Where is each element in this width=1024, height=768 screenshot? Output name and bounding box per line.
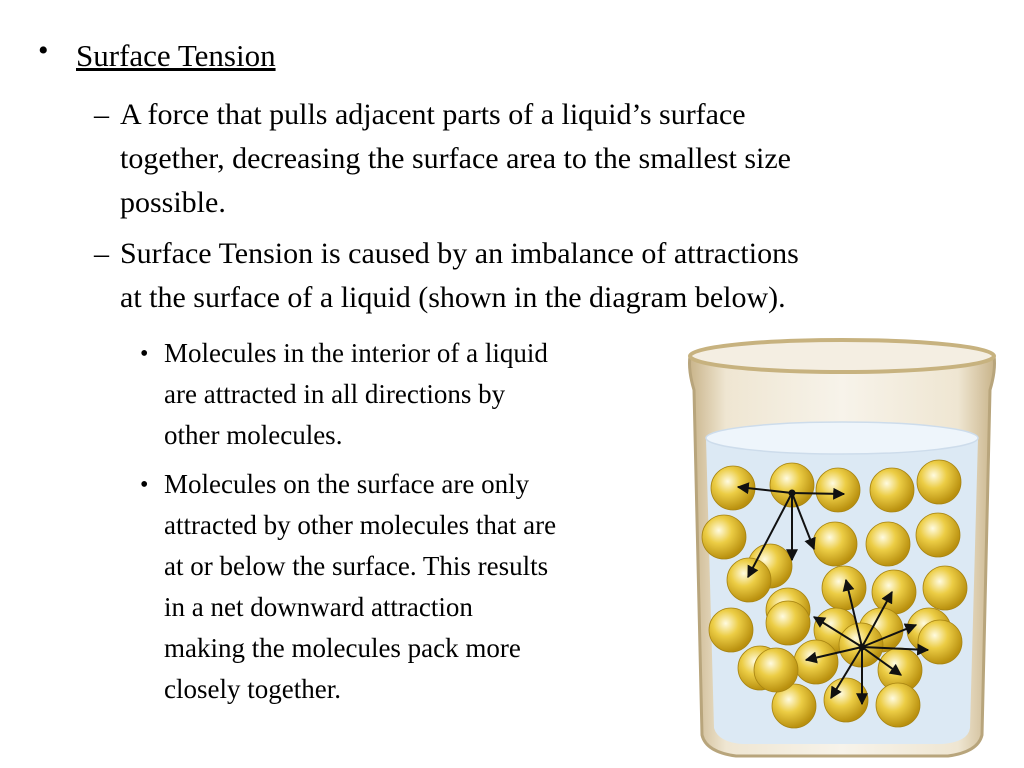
- dot-marker: •: [140, 472, 149, 498]
- text-line: A force that pulls adjacent parts of a liquid’s surface: [120, 98, 746, 131]
- bullet-marker: •: [38, 34, 49, 67]
- text-line: making the molecules pack more: [164, 633, 521, 663]
- molecule: [727, 558, 771, 602]
- text-line: attracted by other molecules that are: [164, 510, 557, 540]
- molecule: [872, 570, 916, 614]
- slide-heading: Surface Tension: [76, 38, 276, 73]
- molecule-center-dot: [789, 490, 796, 497]
- molecule: [709, 608, 753, 652]
- attraction-arrow: [792, 493, 844, 494]
- dot-marker: •: [140, 341, 149, 367]
- molecule: [794, 640, 838, 684]
- surface-text: [164, 464, 556, 710]
- molecule: [813, 522, 857, 566]
- molecule: [918, 620, 962, 664]
- text-line: other molecules.: [164, 420, 343, 450]
- text-line: possible.: [120, 186, 226, 219]
- molecule: [870, 468, 914, 512]
- text-line: at or below the surface. This results: [164, 551, 549, 581]
- text-line: together, decreasing the surface area to the smallest size: [120, 142, 791, 175]
- molecule-center-dot: [859, 644, 866, 651]
- text-line: Molecules in the interior of a liquid: [164, 338, 548, 368]
- interior-text: [164, 333, 548, 456]
- beaker-molecules-illustration: [676, 330, 1016, 760]
- molecule: [816, 468, 860, 512]
- molecule: [822, 566, 866, 610]
- dash-marker: –: [94, 98, 109, 131]
- definition-text: [120, 93, 970, 225]
- molecule: [876, 683, 920, 727]
- molecule: [923, 566, 967, 610]
- text-line: Molecules on the surface are only: [164, 469, 530, 499]
- text-line: in a net downward attraction: [164, 592, 473, 622]
- dash-marker: –: [94, 237, 109, 270]
- cause-text: [120, 232, 970, 320]
- text-line: at the surface of a liquid (shown in the diagram below).: [120, 281, 786, 314]
- text-line: are attracted in all directions by: [164, 379, 506, 409]
- molecule: [766, 601, 810, 645]
- molecule: [866, 522, 910, 566]
- molecule: [702, 515, 746, 559]
- molecule: [917, 460, 961, 504]
- text-line: closely together.: [164, 674, 341, 704]
- molecule: [754, 648, 798, 692]
- text-line: Surface Tension is caused by an imbalance of attractions: [120, 237, 799, 270]
- molecule: [916, 513, 960, 557]
